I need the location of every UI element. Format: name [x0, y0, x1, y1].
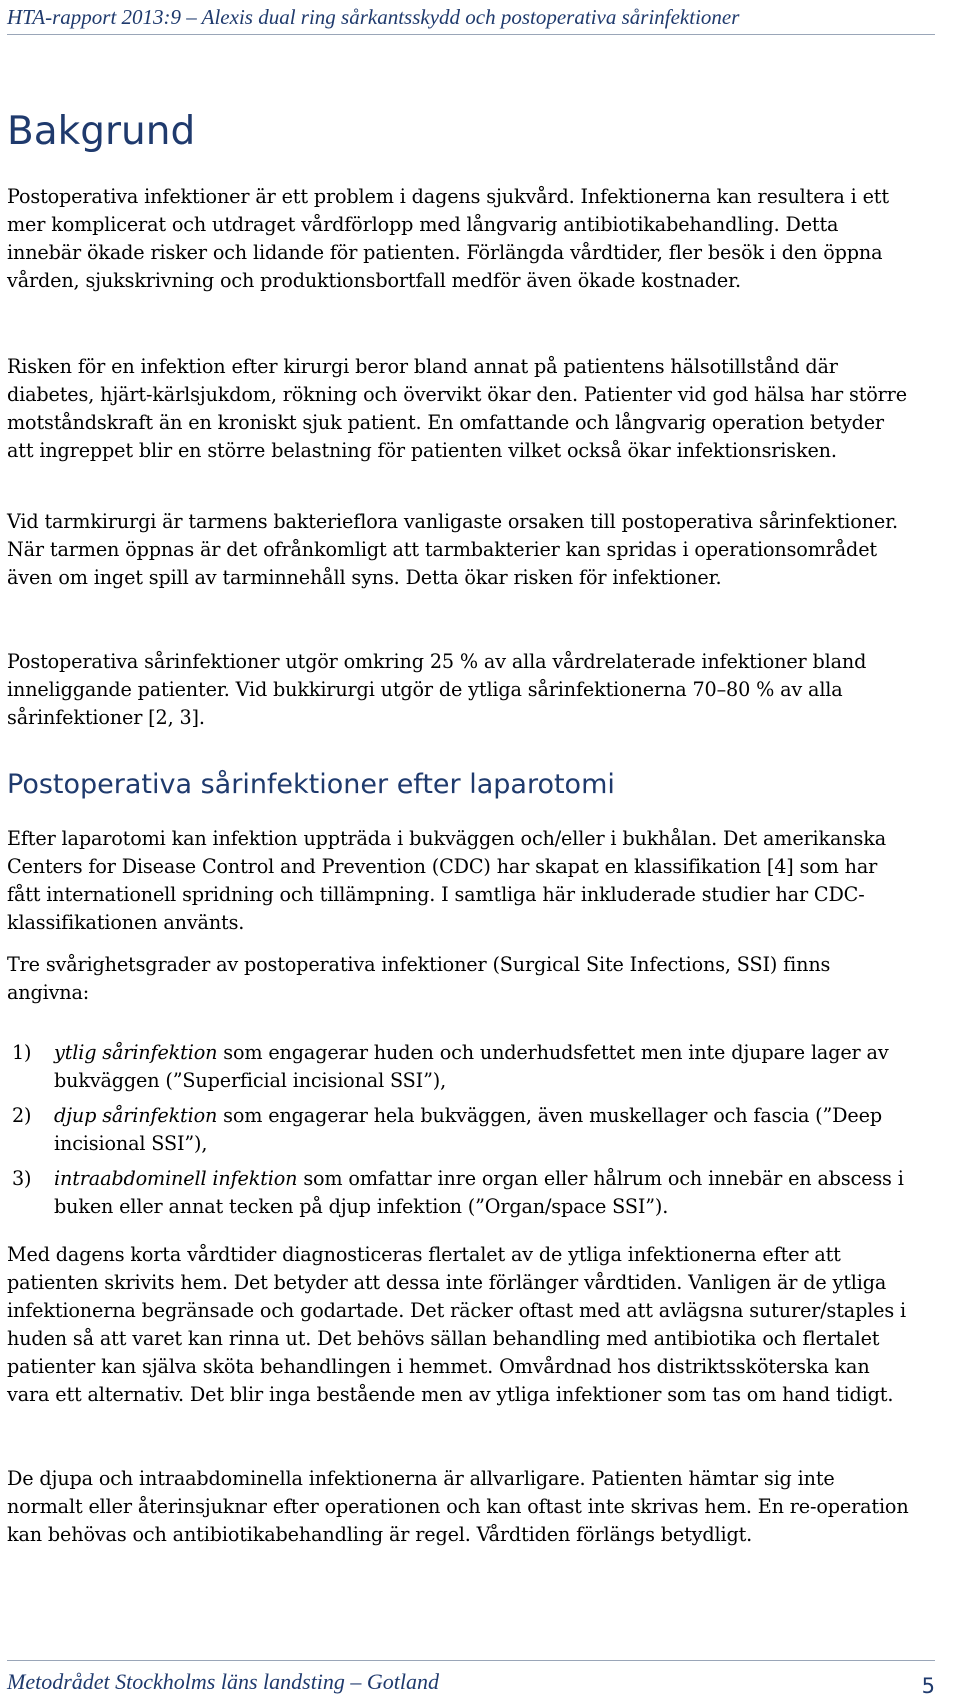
paragraph-2: Risken för en infektion efter kirurgi beror bland annat på patientens hälsotillstånd där diabetes, hjärt-kärlsjukdom, rökning och övervikt ökar den. Patienter vid god hälsa har större motståndskraft än en kroniskt sjuk patient. En omfattande och långvarig operation betyder att ingreppet blir en större belastning för patienten vilket också ökar infektionsrisken.	[7, 355, 907, 462]
list-text: som engagerar hela bukväggen, även muskellager och fascia (”Deep incisional SSI”),	[54, 1104, 882, 1155]
paragraph-intro: Efter laparotomi kan infektion uppträda i bukväggen och/eller i bukhålan. Det amerikanska Centers for Disease Control and Prevention (CDC) har skapat en klassifikation [4] som har fått internationell spridning och tillämpning. I samtliga här inkluderade studier har CDC-klassifikationen använts.	[7, 827, 886, 934]
page-footer	[7, 1660, 935, 1699]
paragraph-6: De djupa och intraabdominella infektionerna är allvarligare. Patienten hämtar sig inte normalt eller återinsjuknar efter operationen och kan oftast inte skrivas hem. En re-operation kan behövas och antibiotikabehandling är regel. Vårdtiden förlängs betydligt.	[7, 1467, 909, 1546]
list-text: som engagerar huden och underhudsfettet men inte djupare lager av bukväggen (”Superficial incisional SSI”),	[54, 1041, 889, 1092]
list-number: 2)	[12, 1104, 32, 1127]
list-number: 1)	[12, 1041, 32, 1064]
paragraph-1: Postoperativa infektioner är ett problem i dagens sjukvård. Infektionerna kan resultera i ett mer komplicerat och utdraget vårdförlopp med långvarig antibiotikabehandling. Detta innebär ökade risker och lidande för patienten. Förlängda vårdtider, fler besök i den öppna vården, sjukskrivning och produktionsbortfall medför även ökade kostnader.	[7, 185, 889, 292]
page-number: 5	[921, 1674, 935, 1698]
ssi-list	[7, 1039, 912, 1228]
list-term: djup sårinfektion	[54, 1104, 218, 1127]
section-heading-laparotomi: Postoperativa sårinfektioner efter laparotomi	[7, 769, 615, 800]
paragraph-4: Postoperativa sårinfektioner utgör omkring 25 % av alla vårdrelaterade infektioner bland inneliggande patienter. Vid bukkirurgi utgör de ytliga sårinfektionerna 70–80 % av alla sårinfektioner [2, 3].	[7, 650, 867, 729]
paragraph-5: Med dagens korta vårdtider diagnosticeras flertalet av de ytliga infektionerna efter att patienten skrivits hem. Det betyder att dessa inte förlänger vårdtiden. Vanligen är de ytliga infektionerna begränsade och godartade. Det räcker oftast med att avlägsna suturer/staples i huden så att varet kan rinna ut. Det behövs sällan behandling med antibiotika och flertalet patienter kan själva sköta behandlingen i hemmet. Omvårdnad hos distriktssköterska kan vara ett alternativ. Det blir inga bestående men av ytliga infektioner som tas om hand tidigt.	[7, 1243, 907, 1406]
paragraph-3: Vid tarmkirurgi är tarmens bakterieflora vanligaste orsaken till postoperativa sårinfektioner. När tarmen öppnas är det ofrånkomligt att tarmbakterier kan spridas i operationsområdet även om inget spill av tarminnehåll syns. Detta ökar risken för infektioner.	[7, 510, 898, 589]
footer-organization: Metodrådet Stockholms läns landsting – Gotland	[7, 1669, 440, 1694]
list-item	[7, 1039, 912, 1095]
section-heading-bakgrund: Bakgrund	[7, 109, 196, 154]
list-item	[7, 1165, 912, 1221]
list-text: som omfattar inre organ eller hålrum och innebär en abscess i buken eller annat tecken på djup infektion (”Organ/space SSI”).	[54, 1167, 904, 1218]
running-header: HTA-rapport 2013:9 – Alexis dual ring sårkantsskydd och postoperativa sårinfektioner	[7, 3, 935, 35]
list-term: ytlig sårinfektion	[54, 1041, 218, 1064]
list-number: 3)	[12, 1167, 32, 1190]
list-item	[7, 1102, 912, 1158]
paragraph-lead: Tre svårighetsgrader av postoperativa infektioner (Surgical Site Infections, SSI) finns angivna:	[7, 953, 831, 1004]
list-term: intraabdominell infektion	[54, 1167, 298, 1190]
